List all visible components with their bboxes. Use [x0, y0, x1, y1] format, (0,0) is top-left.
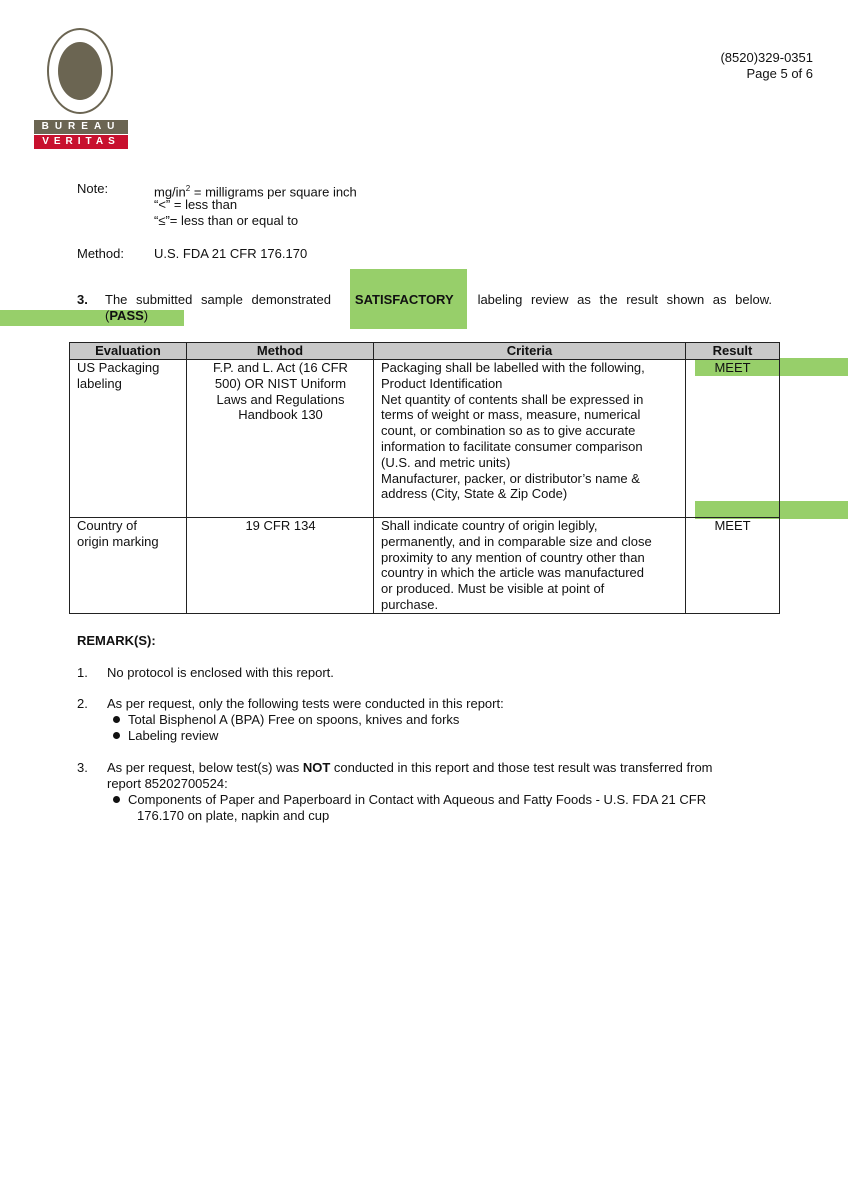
remark-text: As per request, below test(s) was	[107, 760, 303, 775]
cell-evaluation	[70, 360, 187, 518]
cell-criteria	[374, 518, 686, 614]
statement-text-after: labeling review as the result shown as below.	[477, 292, 772, 307]
cell-result	[686, 360, 780, 518]
eval-line: labeling	[77, 375, 122, 391]
remark-1	[77, 665, 334, 681]
bullet-text: Components of Paper and Paperboard in Contact with Aqueous and Fatty Foods - U.S. FDA 21 CFR	[128, 792, 707, 807]
remark-3	[77, 760, 713, 776]
header-criteria: Criteria	[374, 343, 686, 360]
cell-criteria	[374, 360, 686, 518]
remark-3-bullet	[113, 792, 706, 808]
statement-number	[77, 292, 331, 308]
bureau-veritas-logo	[30, 28, 130, 153]
statement-num: 3.	[77, 292, 88, 307]
table-header-row	[70, 343, 780, 360]
seal-figure	[58, 42, 102, 100]
bullet-text: Labeling review	[128, 728, 219, 743]
criteria-line: Shall indicate country of origin legibly,	[381, 518, 598, 533]
remark-text: No protocol is enclosed with this report.	[107, 665, 334, 680]
cell-method	[187, 360, 374, 518]
pass-text: PASS	[109, 308, 144, 323]
criteria-line: Manufacturer, packer, or distributor’s name &	[381, 470, 640, 486]
result-meet: MEET	[714, 518, 751, 533]
unit-superscript: 2	[185, 184, 191, 193]
bullet-icon	[113, 716, 120, 723]
criteria-line: Product Identification	[381, 375, 503, 391]
criteria-line: (U.S. and metric units)	[381, 454, 511, 470]
criteria-line: or produced. Must be visible at point of	[381, 581, 605, 597]
cell-method	[187, 518, 374, 614]
table-row	[70, 518, 780, 614]
statement-line-2	[77, 308, 772, 324]
remark-text: conducted in this report and those test result was transferred from	[330, 760, 713, 775]
pass-open: (	[105, 308, 110, 323]
criteria-line: permanently, and in comparable size and close	[381, 533, 652, 549]
unit-definition: = milligrams per square inch	[190, 184, 357, 200]
remark-2-bullet-1	[113, 712, 459, 728]
unit-text: mg/in	[154, 184, 186, 200]
criteria-line: information to facilitate consumer comparison	[381, 438, 643, 454]
eval-line: Country of	[77, 518, 137, 533]
labeling-review-table	[69, 342, 780, 614]
remark-text: As per request, only the following tests were conducted in this report:	[107, 696, 504, 711]
logo-veritas: VERITAS	[34, 135, 128, 149]
criteria-line: proximity to any mention of country other than	[381, 549, 645, 565]
remarks-title: REMARK(S):	[77, 633, 156, 648]
satisfactory-text: SATISFACTORY	[354, 292, 454, 307]
header-evaluation: Evaluation	[70, 343, 187, 360]
page-header	[720, 50, 813, 82]
bullet-text: Total Bisphenol A (BPA) Free on spoons, knives and forks	[128, 712, 460, 727]
criteria-line: terms of weight or mass, measure, numerical	[381, 407, 641, 423]
page-number: Page 5 of 6	[746, 66, 813, 81]
eval-line: US Packaging	[77, 360, 160, 375]
method-value: U.S. FDA 21 CFR 176.170	[154, 246, 308, 261]
remark-number: 1.	[77, 665, 88, 680]
cell-result	[686, 518, 780, 614]
remark-number: 2.	[77, 696, 88, 711]
cell-evaluation	[70, 518, 187, 614]
remark-not: NOT	[302, 760, 331, 775]
remark-2	[77, 696, 504, 712]
remark-3-bullet-line-2: 176.170 on plate, napkin and cup	[137, 808, 330, 823]
note-label: Note:	[77, 181, 109, 196]
pass-close: )	[143, 308, 149, 323]
method-line: F.P. and L. Act (16 CFR	[213, 360, 348, 375]
criteria-line: Net quantity of contents shall be expressed in	[381, 391, 644, 407]
remark-3-line-2: report 85202700524:	[107, 776, 228, 791]
criteria-line: country in which the article was manufactured	[381, 565, 645, 581]
statement-line-1	[77, 292, 772, 308]
criteria-line: purchase.	[381, 596, 439, 612]
eval-line: origin marking	[77, 533, 159, 549]
bullet-icon	[113, 796, 120, 803]
report-number: (8520)329-0351	[720, 50, 813, 65]
method-line: Handbook 130	[238, 407, 323, 423]
criteria-line: count, or combination so as to give accurate	[381, 423, 636, 439]
method-label: Method:	[77, 246, 124, 261]
remark-number: 3.	[77, 760, 88, 775]
result-meet: MEET	[714, 360, 751, 375]
seal-icon	[47, 28, 113, 114]
header-result: Result	[686, 343, 780, 360]
method-line: Laws and Regulations	[216, 391, 345, 407]
method-line: 500) OR NIST Uniform	[214, 375, 347, 391]
note-line-2: “<” = less than	[154, 197, 238, 212]
result-statement	[77, 292, 772, 324]
logo-bureau: BUREAU	[34, 120, 128, 134]
note-line-3: “≤”= less than or equal to	[154, 213, 299, 228]
table-row	[70, 360, 780, 518]
method-line: 19 CFR 134	[245, 518, 316, 533]
header-method: Method	[187, 343, 374, 360]
criteria-line: address (City, State & Zip Code)	[381, 486, 568, 502]
statement-text-before: The submitted sample demonstrated	[105, 292, 331, 307]
bullet-icon	[113, 732, 120, 739]
criteria-line: Packaging shall be labelled with the following,	[381, 360, 645, 375]
remark-2-bullet-2	[113, 728, 218, 744]
